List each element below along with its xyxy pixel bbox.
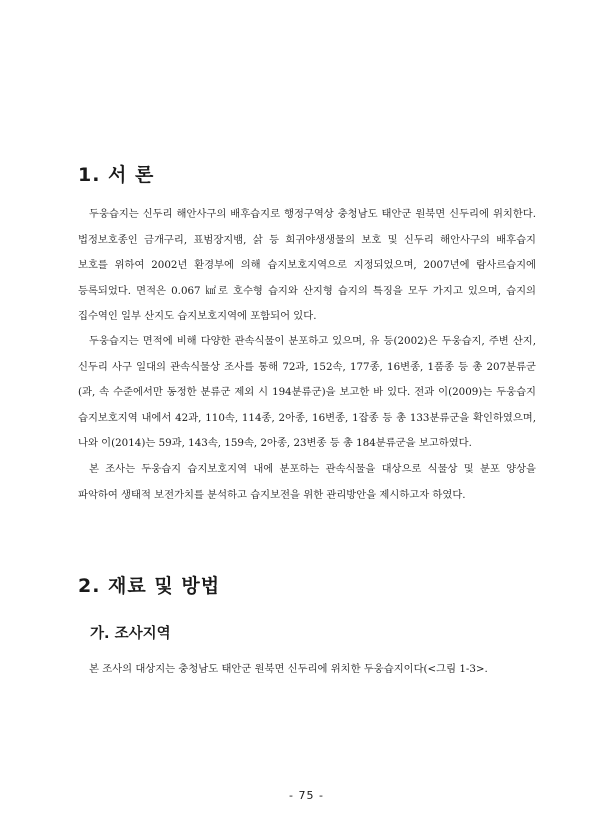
page-number: - 75 - (289, 789, 324, 802)
section-heading-materials-methods: 2. 재료 및 방법 (78, 575, 221, 597)
paragraph-study-area-1: 본 조사의 대상지는 충청남도 태안군 원북면 신두리에 위치한 두웅습지이다(<그림 1-3>. (89, 663, 488, 675)
subsection-heading-study-area: 가. 조사지역 (90, 626, 171, 642)
paragraph-introduction-3: 본 조사는 두웅습지 습지보호지역 내에 분포하는 관속식물을 대상으로 식물상 및 분포 양상을 파악하여 생태적 보전가치를 분석하고 습지보전을 위한 관리방안을 제시하고자 하였다. (78, 463, 536, 501)
paragraph-introduction-2: 두웅습지는 면적에 비해 다양한 관속식물이 분포하고 있으며, 유 등(2002)은 두웅습지, 주변 산지, 신두리 사구 일대의 관속식물상 조사를 통해 72과, 152속, 177종, 16변종, 1품종 등 총 207분류군(과, 속 수준에서만 동정한 분류군 제외 시 194분류군)을 보고한 바 있다. 전과 이(2009)는 두웅습지 습지보호지역 내에서 42과, 110속, 114종, 2아종, 16변종, 1잡종 등 총 133분류군을 확인하였으며, 나와 이(2014)는 59과, 143속, 159속, 2아종, 23변종 등 총 184분류군을 보고하였다. (78, 335, 536, 449)
paragraph-introduction-1: 두웅습지는 신두리 해안사구의 배후습지로 행정구역상 충청남도 태안군 원북면 신두리에 위치한다. 법정보호종인 금개구리, 표범장지뱀, 삵 등 희귀야생생물의 보호 및 신두리 해안사구의 배후습지 보호를 위하여 2002년 환경부에 의해 습지보호지역으로 지정되었으며, 2007년에 람사르습지에 등록되었다. 면적은 0.067 ㎢로 호수형 습지와 산지형 습지의 특징을 모두 가지고 있으며, 습지의 집수역인 일부 산지도 습지보호지역에 포함되어 있다. (78, 208, 536, 322)
section-heading-introduction: 1. 서 론 (78, 164, 155, 186)
